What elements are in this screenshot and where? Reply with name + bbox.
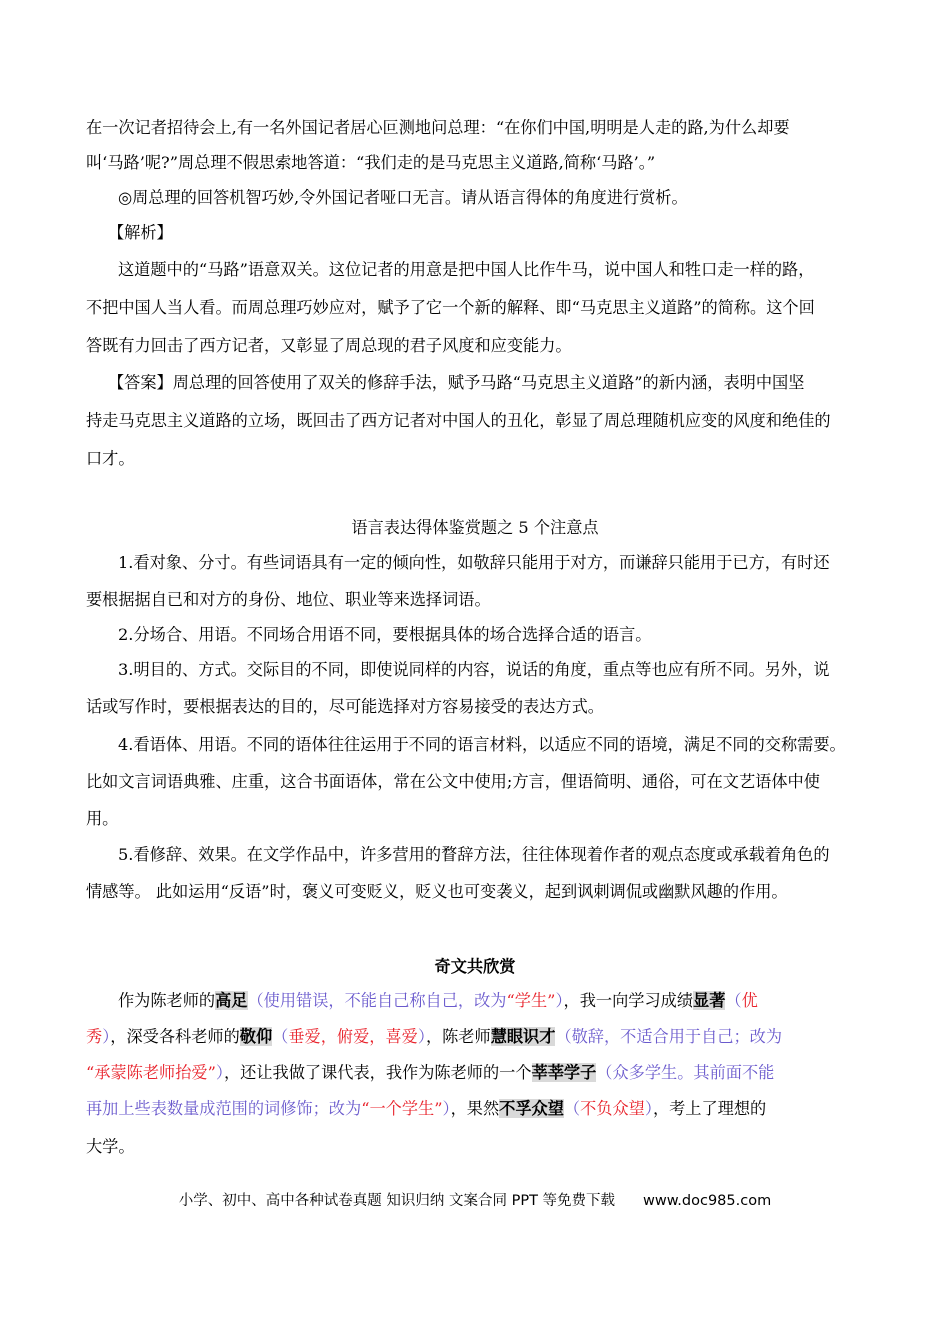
essay-text: ，深受各科老师的 <box>110 1027 240 1046</box>
analysis-label: 【解析】 <box>108 223 173 242</box>
tip-4-line-2: 比如文言词语典雅、庄重，这合书面语体，常在公文中使用;方言，俚语简明、通俗，可在文艺语体中使 <box>86 772 820 791</box>
answer-line-2: 持走马克思主义道路的立场，既回击了西方记者对中国人的丑化，彰显了周总理随机应变的风度和绝佳的 <box>86 411 831 430</box>
correction-note: ） <box>644 1099 653 1118</box>
tips-title: 语言表达得体鉴赏题之 5 个注意点 <box>351 518 599 537</box>
tip-1-line-1: 1.看对象、分寸。有些词语具有一定的倾向性，如敬辞只能用于对方，而谦辞只能用于已方，有时还 <box>118 553 830 572</box>
essay-text: ，陈老师 <box>425 1027 491 1046</box>
correction-note: （敬辞，不适合用于自己；改为 <box>555 1027 783 1046</box>
misused-word: 高足 <box>215 991 248 1010</box>
tip-4-line-3: 用。 <box>86 809 119 828</box>
essay-text: 作为陈老师的 <box>118 991 216 1010</box>
correction-word: 垂爱，俯爱，喜爱 <box>288 1027 418 1046</box>
footer-link[interactable]: www.doc985.com <box>643 1193 772 1209</box>
essay-line-1 <box>118 989 876 1013</box>
correction-note: （使用错误，不能自己称自己，改为 <box>247 991 507 1010</box>
correction-word: 优 <box>741 991 758 1010</box>
correction-note: ） <box>102 1027 111 1046</box>
answer-line-1: 【答案】周总理的回答使用了双关的修辞手法，赋予马路“马克思主义道路”的新内涵，表明中国坚 <box>108 373 805 392</box>
answer-line-3: 口才。 <box>86 449 135 468</box>
tip-3-line-2: 话或写作时，要根据表达的目的，尽可能选择对方容易接受的表达方式。 <box>86 697 604 716</box>
correction-note: ） <box>442 1099 451 1118</box>
correction-word: 秀 <box>86 1027 103 1046</box>
correction-word: “学生” <box>506 991 556 1010</box>
essay-text: ，还让我做了课代表，我作为陈老师的一个 <box>223 1063 532 1082</box>
tip-3-line-1: 3.明目的、方式。交际目的不同，即使说同样的内容，说话的角度，重点等也应有所不同。另外，说 <box>118 660 830 679</box>
correction-note: （ <box>725 991 742 1010</box>
misused-word: 不孚众望 <box>499 1099 564 1118</box>
correction-word: 不负众望 <box>580 1099 645 1118</box>
analysis-line-2: 不把中国人当人看。而周总理巧妙应对，赋予了它一个新的解释、即“马克思主义道路”的简称。这个回 <box>86 298 815 317</box>
correction-note: ） <box>555 991 564 1010</box>
essay-line-3 <box>86 1061 876 1085</box>
essay-text: ，考上了理想的 <box>652 1099 767 1118</box>
misused-word: 敬仰 <box>239 1027 273 1046</box>
essay-line-2 <box>86 1025 876 1049</box>
correction-note: 再加上些表数量成范围的词修饰；改为 <box>86 1099 362 1118</box>
essay-text: ，果然 <box>450 1099 500 1118</box>
correction-word: “一个学生” <box>361 1099 443 1118</box>
essay-line-4 <box>86 1097 876 1121</box>
footer <box>0 1190 950 1212</box>
footer-text: 小学、初中、高中各种试卷真题 知识归纳 文案合同 PPT 等免费下载 <box>178 1193 616 1209</box>
tip-4-line-1: 4.看语体、用语。不同的语体往往运用于不同的语言材料，以适应不同的语境，满足不同的交称需要。 <box>118 735 846 754</box>
analysis-line-3: 答既有力回击了西方记者，又彰显了周总现的君子风度和应变能力。 <box>86 336 572 355</box>
tip-5-line-2: 情感等。 此如运用“反语”时，褒义可变贬义，贬义也可变袭义，起到讽刺调侃或幽默风趣的作用。 <box>86 882 788 901</box>
correction-note: （ <box>272 1027 289 1046</box>
tip-5-line-1: 5.看修辞、效果。在文学作品中，许多营用的瞀辞方法，往往体现着作者的观点态度或承载着角色的 <box>118 845 830 864</box>
misused-word: 慧眼识才 <box>490 1027 556 1046</box>
correction-note: ） <box>417 1027 426 1046</box>
question-prompt: ◎周总理的回答机智巧妙,令外国记者哑口无言。请从语言得体的角度进行赏析。 <box>118 188 688 207</box>
essay-title: 奇文共欣赏 <box>434 957 516 976</box>
misused-word: 显著 <box>693 991 726 1010</box>
question-line-1: 在一次记者招待会上,有一名外国记者居心叵测地问总理：“在你们中国,明明是人走的路,为什么却要 <box>86 118 790 137</box>
correction-note: ） <box>215 1063 224 1082</box>
essay-text: ，我一向学习成绩 <box>563 991 694 1010</box>
misused-word: 莘莘学子 <box>531 1063 597 1082</box>
tip-2: 2.分场合、用语。不同场合用语不同，要根据具体的场合选择合适的语言。 <box>118 625 652 644</box>
essay-line-5: 大学。 <box>86 1137 135 1156</box>
tip-1-line-2: 要根据据自已和对方的身份、地位、职业等来选择词语。 <box>86 590 491 609</box>
correction-word: “承蒙陈老师抬爱” <box>86 1063 216 1082</box>
question-line-2: 叫‘马路’呢?”周总理不假思索地答道：“我们走的是马克思主义道路,简称‘马路’。” <box>86 153 656 172</box>
analysis-line-1: 这道题中的“马路”语意双关。这位记者的用意是把中国人比作牛马，说中国人和牲口走一样的路， <box>118 260 815 279</box>
correction-note: （众多学生。其前面不能 <box>596 1063 775 1082</box>
correction-note: （ <box>563 1099 581 1118</box>
